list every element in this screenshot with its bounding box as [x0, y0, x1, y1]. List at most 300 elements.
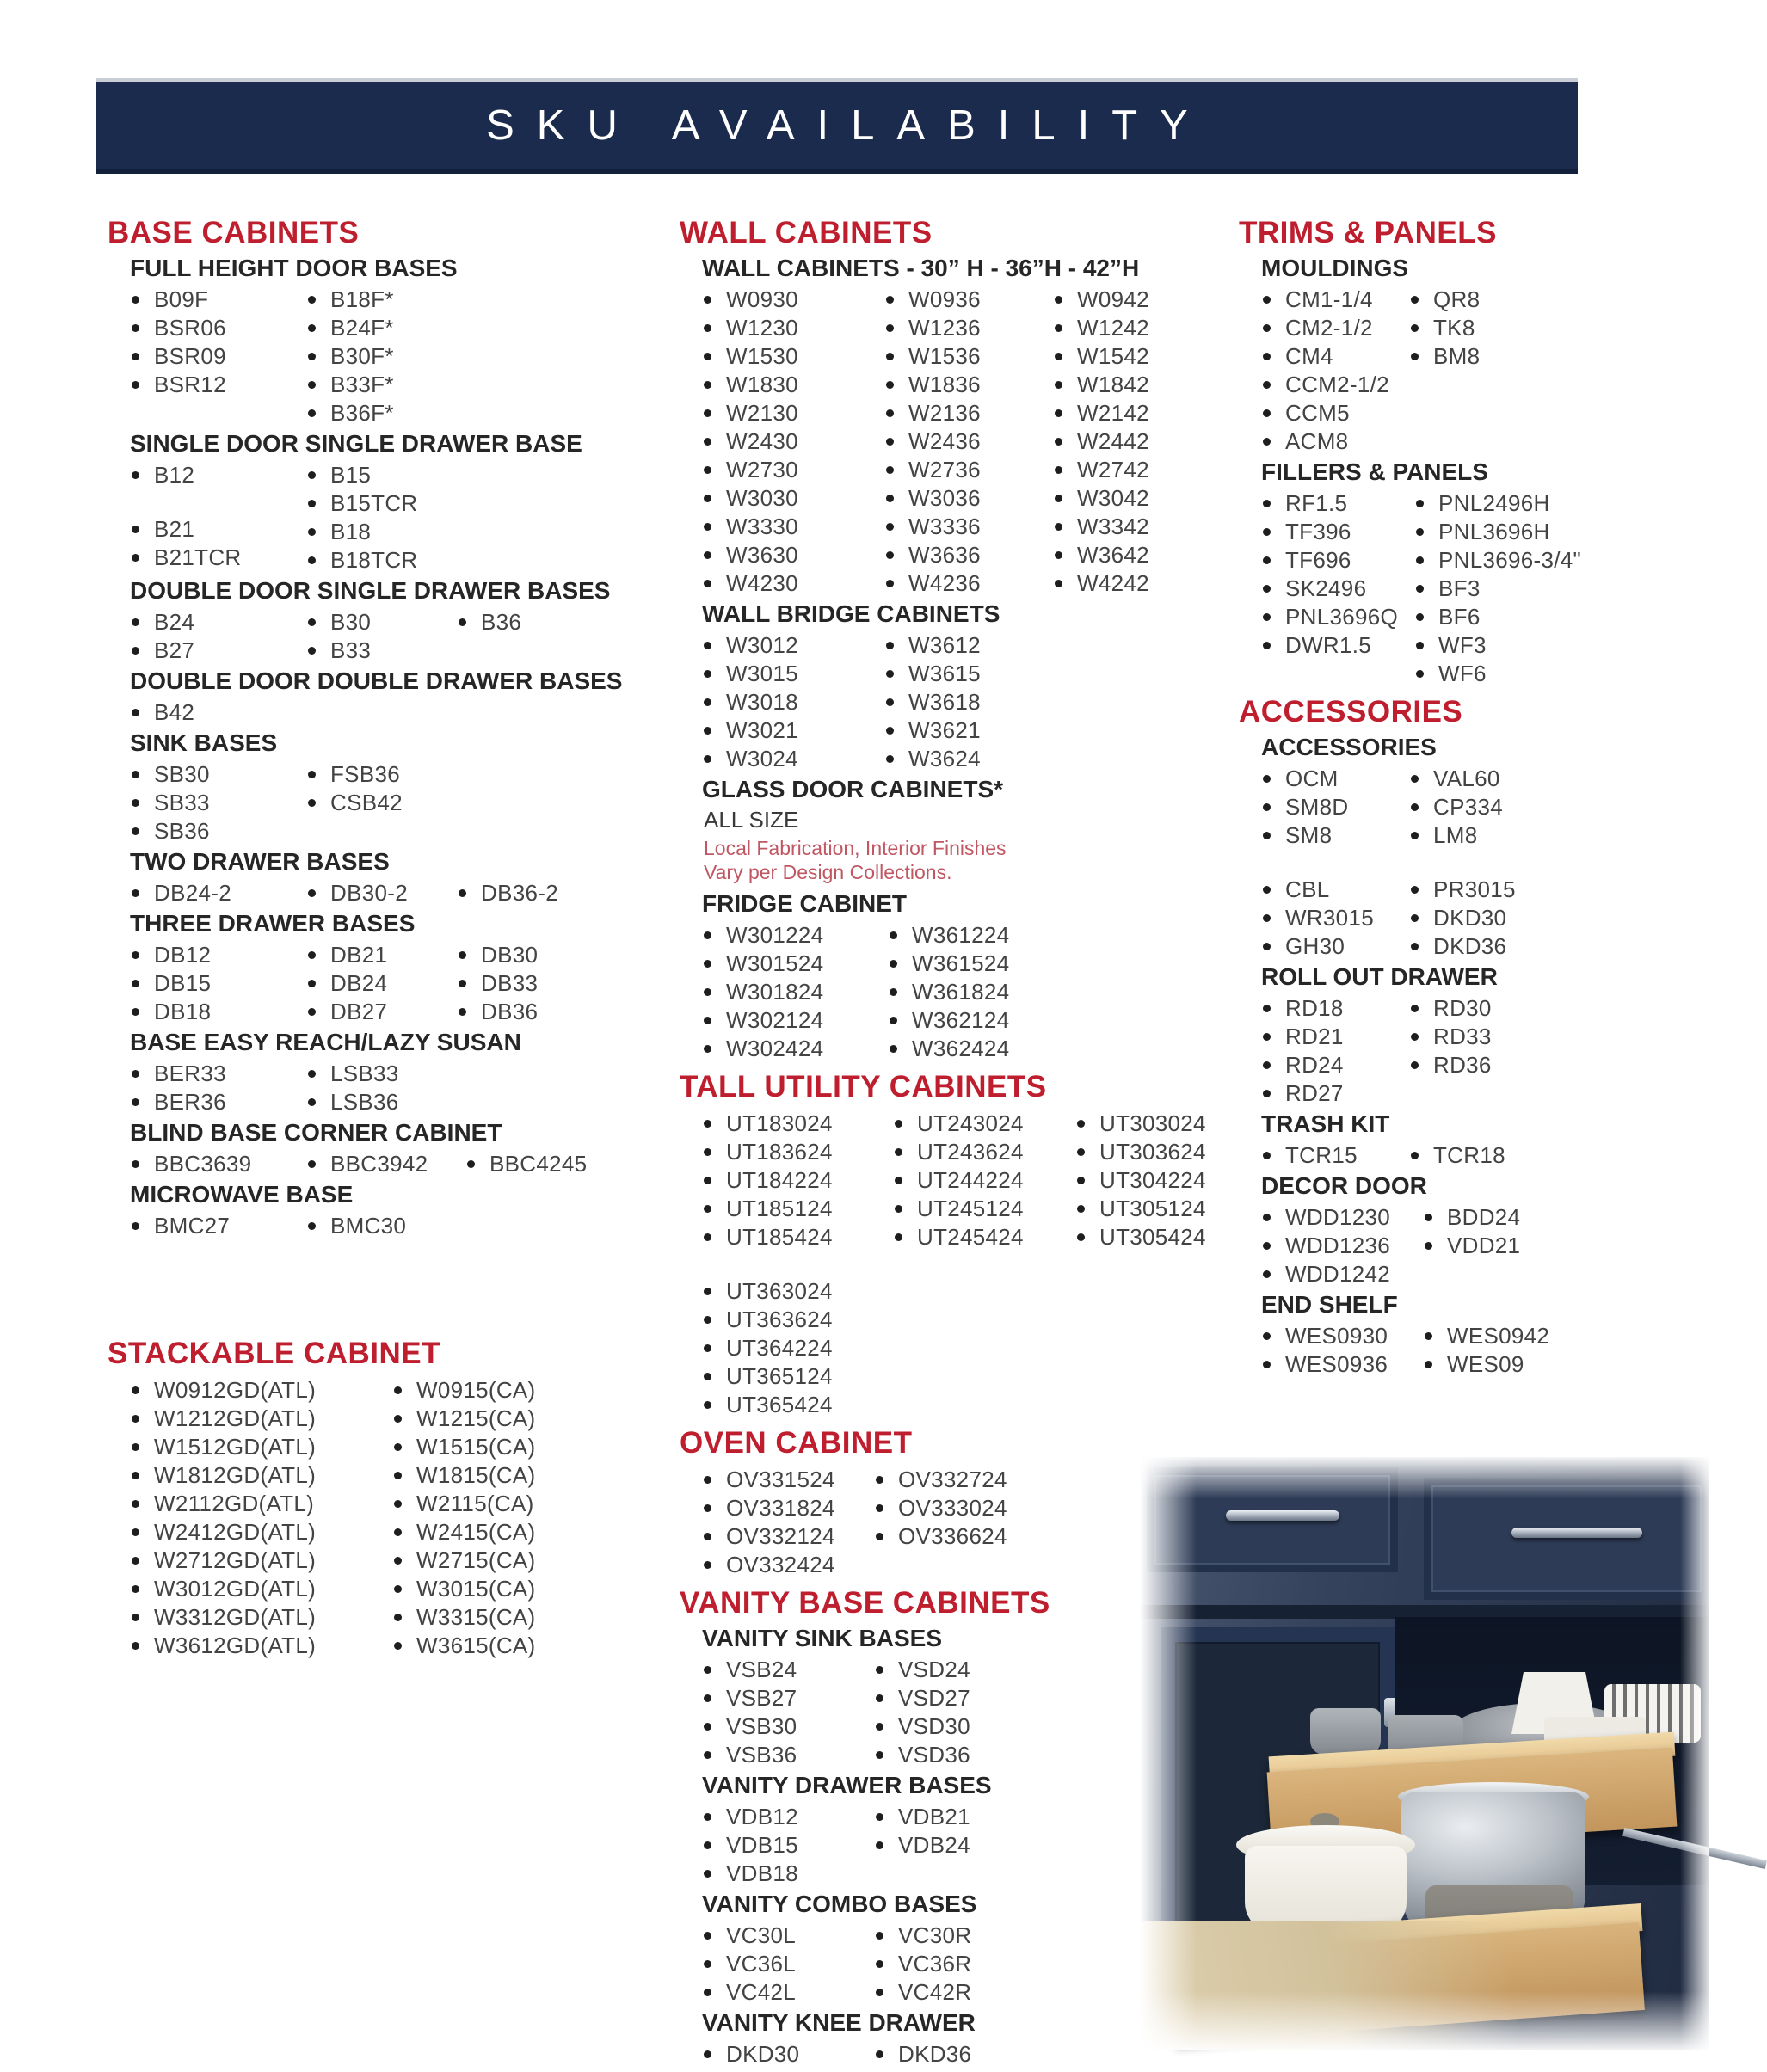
bullet-icon	[1055, 409, 1062, 417]
bullet-icon	[1263, 1361, 1271, 1368]
sku-label: FSB36	[330, 761, 400, 787]
sku-list	[130, 461, 665, 575]
bullet-icon	[308, 1098, 316, 1106]
sku-label: VDB12	[726, 1804, 798, 1829]
sku-item	[884, 314, 1053, 342]
sku-label: UT243624	[917, 1139, 1024, 1165]
bullet-icon	[704, 1666, 711, 1674]
bullet-icon	[876, 1960, 884, 1968]
bullet-icon	[704, 1870, 711, 1878]
sku-item	[130, 314, 306, 342]
sku-label: UT363024	[726, 1278, 833, 1304]
bullet-icon	[704, 1148, 711, 1156]
bullet-icon	[886, 409, 894, 417]
sku-item	[392, 1405, 599, 1433]
bullet-icon	[704, 988, 711, 996]
sku-item	[457, 608, 603, 636]
sku-item	[884, 541, 1053, 569]
bullet-icon	[132, 1386, 139, 1394]
sku-label: B09F	[154, 286, 209, 312]
sku-list-column	[1261, 765, 1409, 961]
sku-item	[130, 879, 306, 907]
sku-label: SB33	[154, 790, 210, 815]
bullet-icon	[1411, 775, 1419, 783]
sku-label: BBC3942	[330, 1151, 428, 1177]
sku-item	[130, 1546, 392, 1575]
sku-item	[1423, 1322, 1562, 1350]
sku-list-column	[306, 286, 483, 427]
sku-item	[702, 688, 884, 716]
sku-label: W3330	[726, 513, 798, 539]
sku-item	[1261, 546, 1414, 575]
sku-label: VSB36	[726, 1742, 797, 1768]
sku-list-column	[1261, 1141, 1409, 1170]
sku-label: W1812GD(ATL)	[154, 1462, 317, 1488]
sku-item	[1261, 518, 1414, 546]
bullet-icon	[1263, 642, 1271, 649]
sku-item	[306, 371, 483, 399]
sku-label: DKD36	[898, 2041, 972, 2067]
sku-list-column	[306, 879, 457, 907]
bullet-icon	[1055, 438, 1062, 446]
bullet-icon	[876, 1989, 884, 1996]
sku-label: PNL2496H	[1438, 490, 1550, 516]
sku-item	[392, 1490, 599, 1518]
sku-item	[1409, 286, 1523, 314]
bullet-icon	[308, 324, 316, 332]
sku-label: W3012GD(ATL)	[154, 1576, 317, 1602]
bullet-icon	[704, 551, 711, 559]
sku-label: B30	[330, 609, 372, 635]
sku-item	[457, 969, 603, 998]
sku-label: W362424	[912, 1036, 1010, 1061]
sku-label: W1215(CA)	[416, 1405, 536, 1431]
sku-list-column	[130, 1376, 392, 1660]
sku-list-column	[130, 1060, 306, 1116]
bullet-icon	[394, 1585, 402, 1593]
bullet-icon	[308, 409, 316, 417]
sku-item	[1053, 314, 1216, 342]
sku-item	[1261, 399, 1409, 427]
section-heading: TRIMS & PANELS	[1239, 216, 1497, 249]
bullet-icon	[704, 1316, 711, 1324]
bullet-icon	[308, 381, 316, 389]
sku-list-column	[874, 1466, 1043, 1551]
sku-item	[874, 1803, 1025, 1831]
bullet-icon	[1416, 585, 1424, 593]
sku-item	[1261, 1350, 1423, 1379]
bullet-icon	[1411, 886, 1419, 894]
sku-list	[702, 1110, 1230, 1419]
sku-item	[130, 817, 306, 845]
sku-label: DB24-2	[154, 880, 231, 906]
bullet-icon	[1263, 409, 1271, 417]
sku-item	[702, 1551, 874, 1579]
sku-item	[702, 1195, 893, 1223]
bullet-icon	[1055, 324, 1062, 332]
bullet-icon	[1055, 523, 1062, 531]
bullet-icon	[886, 438, 894, 446]
bullet-icon	[704, 1561, 711, 1569]
bullet-icon	[704, 1989, 711, 1996]
column-base-cabinets	[108, 209, 665, 1663]
bullet-icon	[886, 296, 894, 304]
sku-label: W301224	[726, 922, 824, 948]
sku-label: BER36	[154, 1089, 226, 1115]
bullet-icon	[876, 1751, 884, 1759]
sku-item	[702, 1803, 874, 1831]
sku-label: W1515(CA)	[416, 1434, 536, 1460]
sku-label: W3615	[908, 661, 981, 686]
note-line: Local Fabrication, Interior Finishes	[704, 837, 1007, 859]
sku-item	[888, 950, 1056, 978]
sku-label: W3621	[908, 717, 981, 743]
banner-title: SKU AVAILABILITY	[486, 102, 1210, 149]
sku-item	[130, 342, 306, 371]
bullet-icon	[890, 931, 897, 939]
sku-label: OV336624	[898, 1523, 1007, 1549]
sku-label: PNL3696H	[1438, 519, 1550, 544]
sku-label: DB24	[330, 970, 388, 996]
sku-label: CM1-1/4	[1285, 286, 1373, 312]
sku-item	[1261, 371, 1409, 399]
bullet-icon	[876, 1533, 884, 1540]
sku-item	[702, 1334, 893, 1362]
bullet-icon	[1055, 353, 1062, 360]
subsection-heading: SINGLE DOOR SINGLE DRAWER BASE	[130, 430, 582, 457]
sku-item	[306, 1060, 483, 1088]
bullet-icon	[394, 1528, 402, 1536]
sku-list-column	[1053, 286, 1216, 598]
sku-label: B33	[330, 637, 372, 663]
bullet-icon	[704, 580, 711, 587]
bullet-icon	[1411, 1005, 1419, 1012]
bullet-icon	[308, 647, 316, 655]
sku-label: RD33	[1433, 1024, 1492, 1049]
sku-item	[392, 1461, 599, 1490]
sku-label: W3624	[908, 746, 981, 772]
sku-list-column	[306, 461, 483, 575]
sku-item	[884, 569, 1053, 598]
sku-item	[457, 998, 603, 1026]
subsection-heading: ROLL OUT DRAWER	[1261, 963, 1498, 990]
bullet-icon	[1416, 613, 1424, 621]
sku-list	[130, 286, 665, 427]
bullet-icon	[394, 1500, 402, 1508]
sku-item	[874, 1656, 1025, 1684]
bullet-icon	[704, 1533, 711, 1540]
sku-label: CCM5	[1285, 400, 1350, 426]
sku-item	[1409, 342, 1523, 371]
sku-item	[893, 1110, 1075, 1138]
sku-label: WDD1242	[1285, 1261, 1391, 1287]
sku-item	[702, 1494, 874, 1522]
bullet-icon	[1263, 914, 1271, 922]
sku-item	[893, 1223, 1075, 1251]
sku-label: OV332424	[726, 1552, 835, 1577]
bullet-icon	[704, 1841, 711, 1849]
bullet-icon	[704, 1723, 711, 1731]
subsection-heading: FILLERS & PANELS	[1261, 458, 1488, 485]
bullet-icon	[890, 1045, 897, 1053]
bullet-icon	[132, 799, 139, 807]
sku-item	[1409, 765, 1540, 793]
sku-list	[130, 941, 665, 1026]
bullet-icon	[1055, 495, 1062, 502]
sku-label: CBL	[1285, 876, 1330, 902]
sku-label: OV332124	[726, 1523, 835, 1549]
subsection-heading: MOULDINGS	[1261, 255, 1409, 281]
bullet-icon	[890, 1017, 897, 1024]
subsection-heading: VANITY KNEE DRAWER	[702, 2009, 976, 2036]
bullet-icon	[1416, 642, 1424, 649]
sku-label: UT365124	[726, 1363, 833, 1389]
sku-item	[884, 484, 1053, 513]
sku-item	[1261, 793, 1409, 821]
bullet-icon	[132, 1557, 139, 1565]
bullet-icon	[876, 1476, 884, 1484]
sku-item	[1261, 1322, 1423, 1350]
sku-label: VDB15	[726, 1832, 798, 1858]
sku-item	[1261, 427, 1409, 456]
sku-item	[702, 978, 888, 1006]
sku-list-column	[130, 760, 306, 845]
sku-label: W2715(CA)	[416, 1547, 536, 1573]
sku-item	[702, 456, 884, 484]
bullet-icon	[1263, 1090, 1271, 1097]
sku-item	[1261, 904, 1409, 932]
bullet-icon	[132, 381, 139, 389]
sku-item	[392, 1433, 599, 1461]
sku-list-column	[1261, 286, 1409, 456]
sku-label: W0936	[908, 286, 981, 312]
bullet-icon	[886, 551, 894, 559]
section-heading: WALL CABINETS	[680, 216, 933, 249]
sku-label: DB30-2	[330, 880, 408, 906]
sku-label: DB27	[330, 999, 388, 1024]
bullet-icon	[1425, 1361, 1432, 1368]
bullet-icon	[132, 526, 139, 533]
bullet-icon	[1263, 1214, 1271, 1221]
subsection-heading: BLIND BASE CORNER CABINET	[130, 1119, 502, 1146]
bullet-icon	[886, 381, 894, 389]
sku-label: B33F*	[330, 372, 394, 397]
bullet-icon	[1411, 943, 1419, 950]
sku-label: WF3	[1438, 632, 1487, 658]
bullet-icon	[132, 1528, 139, 1536]
sku-item	[702, 1110, 893, 1138]
sku-label: W302424	[726, 1036, 824, 1061]
sku-label: W1530	[726, 343, 798, 369]
bullet-icon	[132, 709, 139, 716]
bullet-icon	[1263, 1061, 1271, 1069]
bullet-icon	[704, 1751, 711, 1759]
sku-item	[1261, 575, 1414, 603]
sku-item	[702, 1362, 893, 1391]
bullet-icon	[1055, 381, 1062, 389]
sku-label: VAL60	[1433, 765, 1500, 791]
sku-label: CM4	[1285, 343, 1333, 369]
bullet-icon	[704, 642, 711, 649]
sku-item	[702, 1035, 888, 1063]
bullet-icon	[308, 799, 316, 807]
sku-list-column	[1409, 994, 1540, 1079]
sku-item	[1409, 1051, 1540, 1079]
bullet-icon	[1263, 324, 1271, 332]
sku-item	[884, 456, 1053, 484]
sku-label: B18	[330, 519, 372, 544]
photo-white-vignette	[1140, 1457, 1709, 2050]
sku-label: W3036	[908, 485, 981, 511]
sku-item	[1261, 489, 1414, 518]
sku-item	[702, 1277, 893, 1306]
sku-item	[1261, 932, 1409, 961]
sku-item	[702, 342, 884, 371]
bullet-icon	[132, 647, 139, 655]
bullet-icon	[876, 1813, 884, 1821]
sku-list-column	[702, 1466, 874, 1579]
sku-list-column	[130, 608, 306, 665]
bullet-icon	[308, 1008, 316, 1016]
sku-label: W2112GD(ATL)	[154, 1491, 315, 1516]
sku-item	[884, 427, 1053, 456]
fabrication-note	[704, 836, 1230, 884]
sku-label: W301524	[726, 950, 824, 976]
sku-item	[130, 1575, 392, 1603]
sku-list-column	[1409, 1141, 1540, 1170]
bullet-icon	[704, 1205, 711, 1213]
sku-item	[893, 1138, 1075, 1166]
sku-list-column	[1414, 489, 1595, 688]
sku-label: B30F*	[330, 343, 394, 369]
sku-item	[306, 608, 457, 636]
sku-label: BBC4245	[489, 1151, 588, 1177]
sku-list-column	[1261, 994, 1409, 1108]
bullet-icon	[704, 960, 711, 968]
subsection-heading: BASE EASY REACH/LAZY SUSAN	[130, 1029, 521, 1055]
sku-item	[1053, 399, 1216, 427]
bullet-icon	[704, 1288, 711, 1295]
bullet-icon	[704, 1960, 711, 1968]
bullet-icon	[1411, 1033, 1419, 1041]
sku-item	[702, 1978, 874, 2007]
sku-item	[306, 789, 483, 817]
sku-label: VC30R	[898, 1922, 972, 1948]
sku-label: PR3015	[1433, 876, 1516, 902]
bullet-icon	[308, 556, 316, 564]
sku-item	[1409, 314, 1523, 342]
bullet-icon	[308, 1070, 316, 1078]
sku-label: DKD36	[1433, 933, 1507, 959]
bullet-icon	[890, 960, 897, 968]
sku-label: BSR12	[154, 372, 226, 397]
bullet-icon	[704, 381, 711, 389]
sku-item	[306, 969, 457, 998]
bullet-icon	[704, 438, 711, 446]
sku-label: B18TCR	[330, 547, 418, 573]
bullet-icon	[1411, 832, 1419, 839]
sku-label: PNL3696-3/4"	[1438, 547, 1582, 573]
subsection-heading: ACCESSORIES	[1261, 734, 1437, 760]
sku-label: VSD27	[898, 1685, 970, 1711]
sku-item	[702, 1831, 874, 1860]
bullet-icon	[132, 1160, 139, 1168]
bullet-icon	[704, 1177, 711, 1184]
sku-item	[702, 716, 884, 745]
sku-item	[130, 1405, 392, 1433]
sku-label: B24F*	[330, 315, 394, 341]
sku-label: B15TCR	[330, 490, 418, 516]
sku-label: SB36	[154, 818, 210, 844]
sku-label: RD36	[1433, 1052, 1492, 1078]
sku-item	[874, 1712, 1025, 1741]
sku-item	[702, 1522, 874, 1551]
sku-label: W3618	[908, 689, 981, 715]
bullet-icon	[132, 1642, 139, 1650]
bullet-icon	[1416, 670, 1424, 678]
sku-label: W2436	[908, 428, 981, 454]
bullet-icon	[886, 523, 894, 531]
sku-item	[1261, 342, 1409, 371]
sku-label: W1230	[726, 315, 798, 341]
sku-list	[1261, 1203, 1660, 1288]
sku-label: UT245124	[917, 1196, 1024, 1221]
sku-label: W362124	[912, 1007, 1010, 1033]
bullet-icon	[704, 1120, 711, 1128]
bullet-icon	[1263, 1270, 1271, 1278]
sku-list-column	[306, 1150, 465, 1178]
subsection-heading: MICROWAVE BASE	[130, 1181, 354, 1208]
bullet-icon	[132, 554, 139, 562]
subsection-heading: SINK BASES	[130, 729, 278, 756]
sku-label: GH30	[1285, 933, 1345, 959]
bullet-icon	[704, 2050, 711, 2058]
sku-item	[306, 941, 457, 969]
sku-list-column	[130, 286, 306, 399]
sku-item	[130, 789, 306, 817]
sku-label: BM8	[1433, 343, 1481, 369]
subsection-heading: THREE DRAWER BASES	[130, 910, 416, 937]
bullet-icon	[308, 528, 316, 536]
sku-label: CSB42	[330, 790, 403, 815]
sku-list-column	[874, 1921, 1025, 2007]
sku-item	[1409, 904, 1540, 932]
sku-item	[130, 1603, 392, 1632]
sku-list	[702, 286, 1230, 598]
sku-item	[888, 1035, 1056, 1063]
sku-list-column	[306, 1060, 483, 1116]
bullet-icon	[308, 1160, 316, 1168]
sku-label: WDD1236	[1285, 1233, 1391, 1258]
sku-label: RD18	[1285, 995, 1344, 1021]
sku-item	[702, 1950, 874, 1978]
bullet-icon	[132, 1008, 139, 1016]
sku-label: B21	[154, 516, 195, 542]
sku-label: BF3	[1438, 575, 1481, 601]
sku-item	[1261, 1260, 1423, 1288]
sku-item	[306, 636, 457, 665]
sku-label: W1242	[1077, 315, 1149, 341]
column-trims-panels	[1239, 209, 1660, 1382]
sku-label: W2142	[1077, 400, 1149, 426]
sku-label: VC42L	[726, 1979, 796, 2005]
sku-item	[702, 1166, 893, 1195]
sku-item	[893, 1166, 1075, 1195]
sku-item	[1075, 1110, 1244, 1138]
sku-list-column	[702, 286, 884, 598]
sku-item	[306, 1088, 483, 1116]
bullet-icon	[308, 500, 316, 507]
